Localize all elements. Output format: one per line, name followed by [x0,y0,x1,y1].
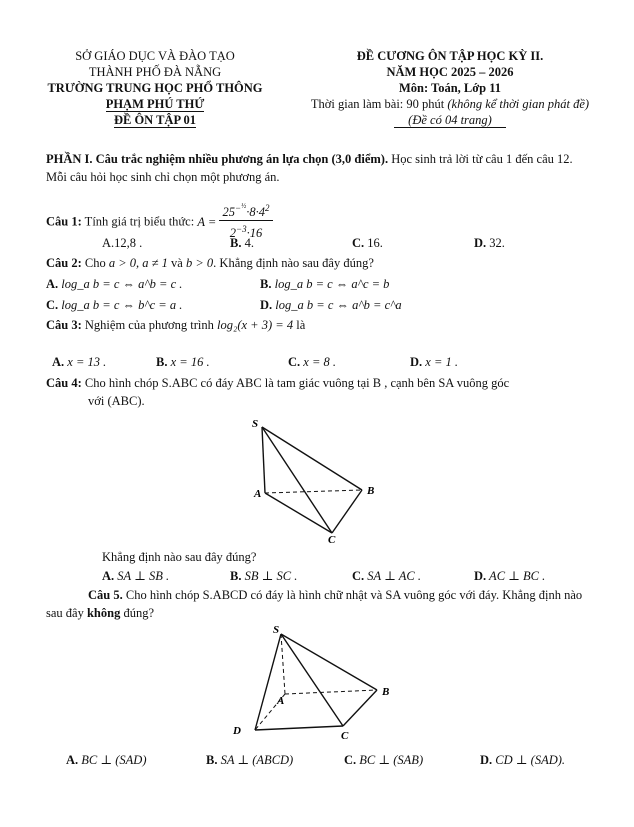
q4-label: Câu 4: [46,376,82,390]
header-left [30,48,280,128]
q5-label-s: S [273,624,280,636]
q3-option-c[interactable]: C. x = 8 . [288,355,337,369]
q4-label-b: B [367,485,375,497]
q2-condition-1: a > 0, a ≠ 1 [108,256,168,270]
q5-option-d[interactable]: D. CD ⊥ (SAD). [480,753,566,767]
q5-pyramid-figure [225,622,405,747]
q5-negation: không [86,606,121,620]
q5-option-c[interactable]: C. BC ⊥ (SAB) [344,753,424,767]
q1-option-a[interactable]: A.12,8 . [102,236,143,250]
q2-option-d[interactable]: D. log_a b = c ⇔ a^b = c^a [260,298,402,312]
q1-label: Câu 1: [46,214,82,229]
q4-stem-line2: với (ABC). [88,394,145,408]
q1-option-b[interactable]: B. 4. [230,236,254,250]
q3-option-a[interactable]: A. x = 13 . [52,355,107,369]
pages-note: (Đề có 04 trang) [394,113,506,128]
q1-expression: A = $\frac{25^{-\frac{1}{2}}\cdot 8\cdot 4^2}{2^{-3}\cdot 16}$ [197,215,272,229]
school-year: NĂM HỌC 2025 – 2026 [386,65,514,79]
q3-option-d[interactable]: D. x = 1 . [410,355,459,369]
exam-title: ĐỀ CƯƠNG ÔN TẬP HỌC KỲ II. [356,49,544,63]
q2-label: Câu 2: [46,256,82,270]
q1-text: Tính giá trị biểu thức: [81,214,198,229]
school-name-2: PHẠM PHÚ THỨ [105,97,205,111]
q5-stem-line1: Câu 5. Cho hình chóp S.ABCD có đáy là hình chữ nhật và SA vuông góc với đáy. Khẳng định nào [88,588,583,602]
part1-desc2: Mỗi câu hỏi học sinh chỉ chọn một phương án. [46,170,280,184]
q1-option-c[interactable]: C. 16. [352,236,383,250]
q5-label: Câu 5. [88,588,123,602]
time-line [290,96,610,112]
q3-stem: Câu 3: Nghiệm của phương trình log₂(x + 3) = 4 là [46,318,306,332]
q3-equation: log₂(x + 3) = 4 [217,318,294,332]
city-name: THÀNH PHỐ ĐÀ NẴNG [88,65,222,79]
q5-option-a[interactable]: A. BC ⊥ (SAD) [66,753,147,767]
time-note: (không kể thời gian phát đề) [447,97,590,111]
q5-label-a: A [277,695,285,707]
q5-label-d: D [233,725,241,737]
q5-stem-line2: sau đây không đúng? [46,606,155,620]
q5-label-c: C [341,730,349,742]
q4-option-c[interactable]: C. SA ⊥ AC . [352,569,421,583]
q2-condition-2: b > 0 [185,256,214,270]
q4-label-c: C [328,534,336,545]
q5-label-b: B [382,686,390,698]
q4-ask: Khẳng định nào sau đây đúng? [102,550,257,564]
q3-option-b[interactable]: B. x = 16 . [156,355,210,369]
school-name-1: TRƯỜNG TRUNG HỌC PHỔ THÔNG [47,81,263,95]
q4-label-a: A [254,488,262,500]
q4-pyramid-figure [240,415,390,545]
subject: Môn: Toán, Lớp 11 [398,81,502,95]
q4-stem-line1: Câu 4: Cho hình chóp S.ABC có đáy ABC là tam giác vuông tại B , cạnh bên SA vuông góc [46,376,510,390]
header-right [290,48,610,128]
q2-option-a[interactable]: A. log_a b = c ⇔ a^b = c . [46,277,183,291]
dept-name: SỞ GIÁO DỤC VÀ ĐÀO TẠO [75,49,235,63]
q4-option-b[interactable]: B. SB ⊥ SC . [230,569,298,583]
part1-title: PHẦN I. Câu trắc nghiệm nhiều phương án lựa chọn (3,0 điểm). [46,152,389,166]
q5-option-b[interactable]: B. SA ⊥ (ABCD) [206,753,294,767]
q3-label: Câu 3: [46,318,82,332]
q2-stem: Câu 2: Cho a > 0, a ≠ 1 và b > 0. Khẳng định nào sau đây đúng? [46,256,374,270]
q2-option-b[interactable]: B. log_a b = c ⇔ a^c = b [260,277,390,291]
part1-desc1: Học sinh trả lời từ câu 1 đến câu 12. [388,152,573,166]
part1-line1 [46,152,573,167]
time-text: Thời gian làm bài: 90 phút [310,97,445,111]
q4-option-a[interactable]: A. SA ⊥ SB . [102,569,170,583]
q1-option-d[interactable]: D. 32. [474,236,505,250]
exam-code: ĐỀ ÔN TẬP 01 [113,113,197,127]
q2-option-c[interactable]: C. log_a b = c ⇔ b^c = a . [46,298,183,312]
q4-option-d[interactable]: D. AC ⊥ BC . [474,569,546,583]
q4-label-s: S [252,418,259,430]
